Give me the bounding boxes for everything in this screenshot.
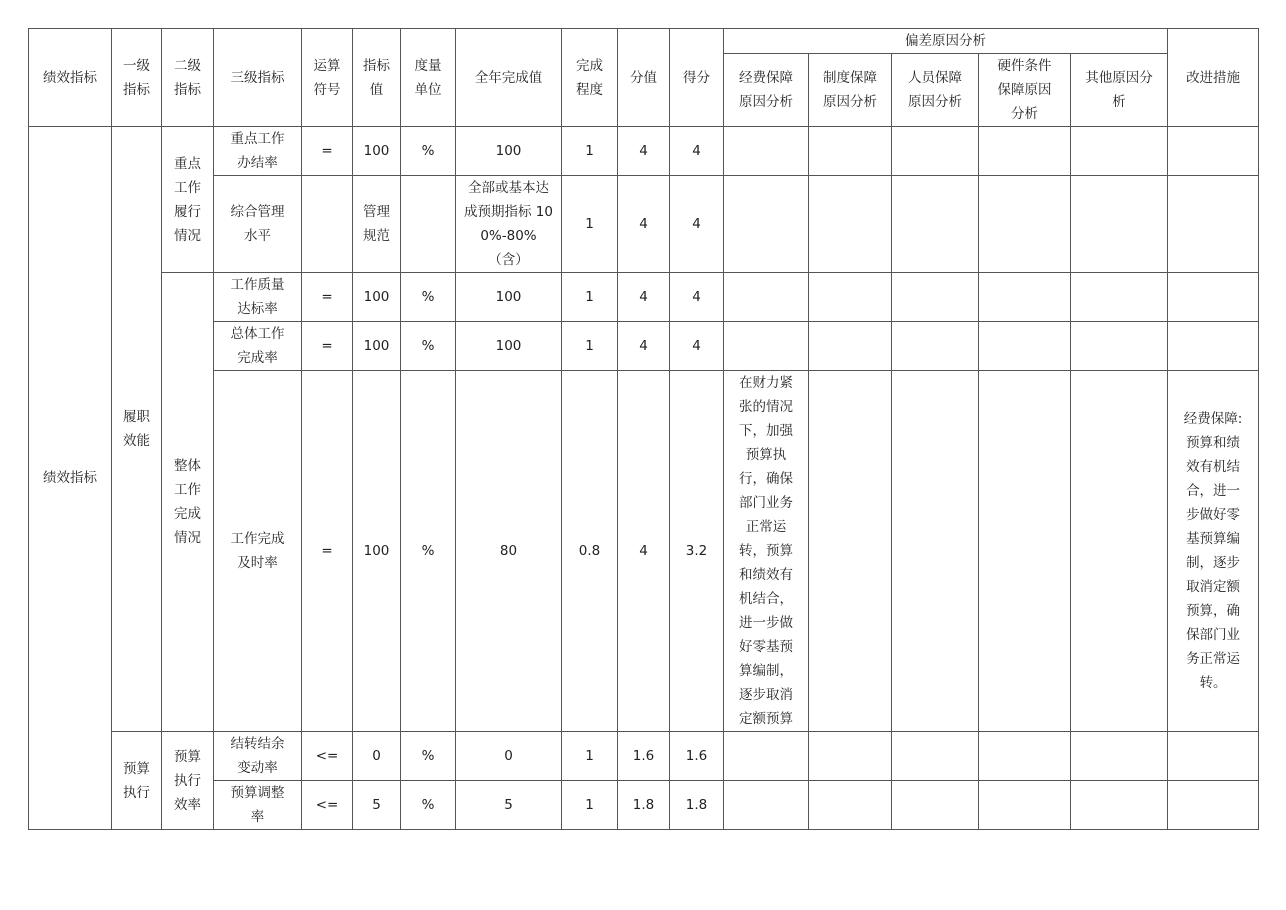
cell-level1-b: 预算 执行 bbox=[112, 732, 162, 830]
cell-dev-staff bbox=[892, 273, 979, 322]
cell-unit: % bbox=[401, 322, 456, 371]
cell-dev-system bbox=[809, 732, 892, 781]
cell-dev-hardware bbox=[979, 732, 1071, 781]
cell-op: = bbox=[302, 273, 353, 322]
cell-dev-hardware bbox=[979, 322, 1071, 371]
cell-improvement bbox=[1168, 176, 1259, 273]
cell-actual: 5 bbox=[456, 781, 562, 830]
cell-actual: 100 bbox=[456, 273, 562, 322]
cell-completion: 1 bbox=[562, 273, 618, 322]
table-row bbox=[29, 322, 1259, 371]
header-level2: 二级 指标 bbox=[162, 29, 214, 127]
cell-weight: 4 bbox=[618, 273, 670, 322]
table-row bbox=[29, 127, 1259, 176]
cell-completion: 1 bbox=[562, 127, 618, 176]
cell-level3: 工作质量 达标率 bbox=[214, 273, 302, 322]
cell-dev-funding bbox=[724, 322, 809, 371]
cell-dev-funding bbox=[724, 732, 809, 781]
header-perf-indicator: 绩效指标 bbox=[29, 29, 112, 127]
cell-dev-system bbox=[809, 176, 892, 273]
cell-score: 1.8 bbox=[670, 781, 724, 830]
header-level1: 一级 指标 bbox=[112, 29, 162, 127]
table-row bbox=[29, 781, 1259, 830]
cell-dev-system bbox=[809, 127, 892, 176]
cell-completion: 1 bbox=[562, 176, 618, 273]
cell-actual: 80 bbox=[456, 371, 562, 732]
cell-dev-staff bbox=[892, 176, 979, 273]
cell-perf-indicator: 绩效指标 bbox=[29, 127, 112, 830]
table-row bbox=[29, 371, 1259, 732]
cell-dev-other bbox=[1071, 732, 1168, 781]
header-actual-value: 全年完成值 bbox=[456, 29, 562, 127]
cell-level3: 总体工作 完成率 bbox=[214, 322, 302, 371]
cell-actual: 0 bbox=[456, 732, 562, 781]
header-score: 得分 bbox=[670, 29, 724, 127]
cell-target: 100 bbox=[353, 127, 401, 176]
cell-dev-staff bbox=[892, 781, 979, 830]
cell-dev-funding bbox=[724, 781, 809, 830]
cell-score: 4 bbox=[670, 322, 724, 371]
cell-dev-other bbox=[1071, 371, 1168, 732]
cell-dev-funding bbox=[724, 127, 809, 176]
cell-level3: 结转结余 变动率 bbox=[214, 732, 302, 781]
cell-dev-staff bbox=[892, 127, 979, 176]
cell-op: = bbox=[302, 371, 353, 732]
cell-level1-a: 履职 效能 bbox=[112, 127, 162, 732]
cell-score: 3.2 bbox=[670, 371, 724, 732]
cell-unit: % bbox=[401, 127, 456, 176]
table-row bbox=[29, 732, 1259, 781]
cell-level3: 综合管理 水平 bbox=[214, 176, 302, 273]
cell-dev-hardware bbox=[979, 273, 1071, 322]
header-target-value: 指标 值 bbox=[353, 29, 401, 127]
cell-dev-staff bbox=[892, 322, 979, 371]
cell-improvement bbox=[1168, 273, 1259, 322]
cell-completion: 1 bbox=[562, 781, 618, 830]
cell-op bbox=[302, 176, 353, 273]
cell-score: 4 bbox=[670, 273, 724, 322]
cell-weight: 1.8 bbox=[618, 781, 670, 830]
cell-weight: 4 bbox=[618, 127, 670, 176]
cell-target: 0 bbox=[353, 732, 401, 781]
cell-target: 100 bbox=[353, 273, 401, 322]
header-dev-other: 其他原因分 析 bbox=[1071, 54, 1168, 127]
table-row bbox=[29, 273, 1259, 322]
cell-unit bbox=[401, 176, 456, 273]
cell-weight: 4 bbox=[618, 322, 670, 371]
cell-level3: 工作完成 及时率 bbox=[214, 371, 302, 732]
cell-dev-funding bbox=[724, 273, 809, 322]
cell-level3: 预算调整 率 bbox=[214, 781, 302, 830]
cell-dev-other bbox=[1071, 127, 1168, 176]
cell-weight: 1.6 bbox=[618, 732, 670, 781]
header-level3: 三级指标 bbox=[214, 29, 302, 127]
cell-dev-hardware bbox=[979, 371, 1071, 732]
cell-dev-system bbox=[809, 273, 892, 322]
cell-dev-staff bbox=[892, 371, 979, 732]
cell-improvement bbox=[1168, 781, 1259, 830]
cell-dev-system bbox=[809, 322, 892, 371]
header-operator: 运算 符号 bbox=[302, 29, 353, 127]
cell-level3: 重点工作 办结率 bbox=[214, 127, 302, 176]
cell-completion: 0.8 bbox=[562, 371, 618, 732]
cell-dev-hardware bbox=[979, 176, 1071, 273]
cell-dev-system bbox=[809, 781, 892, 830]
cell-dev-staff bbox=[892, 732, 979, 781]
cell-level2-b: 整体 工作 完成 情况 bbox=[162, 273, 214, 732]
cell-target: 5 bbox=[353, 781, 401, 830]
header-deviation: 偏差原因分析 bbox=[724, 29, 1168, 54]
cell-op: <= bbox=[302, 781, 353, 830]
cell-dev-other bbox=[1071, 781, 1168, 830]
cell-weight: 4 bbox=[618, 176, 670, 273]
cell-weight: 4 bbox=[618, 371, 670, 732]
cell-dev-system bbox=[809, 371, 892, 732]
cell-score: 1.6 bbox=[670, 732, 724, 781]
header-dev-funding: 经费保障 原因分析 bbox=[724, 54, 809, 127]
cell-score: 4 bbox=[670, 176, 724, 273]
cell-completion: 1 bbox=[562, 732, 618, 781]
cell-improvement bbox=[1168, 322, 1259, 371]
cell-actual: 全部或基本达成预期指标 100%-80%（含） bbox=[456, 176, 562, 273]
header-dev-hardware: 硬件条件 保障原因 分析 bbox=[979, 54, 1071, 127]
cell-unit: % bbox=[401, 371, 456, 732]
cell-target: 100 bbox=[353, 371, 401, 732]
cell-level2-c: 预算 执行 效率 bbox=[162, 732, 214, 830]
cell-score: 4 bbox=[670, 127, 724, 176]
cell-dev-other bbox=[1071, 322, 1168, 371]
cell-level2-a: 重点 工作 履行 情况 bbox=[162, 127, 214, 273]
performance-table bbox=[28, 28, 1259, 830]
cell-unit: % bbox=[401, 781, 456, 830]
cell-op: <= bbox=[302, 732, 353, 781]
header-unit: 度量 单位 bbox=[401, 29, 456, 127]
cell-op: = bbox=[302, 322, 353, 371]
table-row bbox=[29, 176, 1259, 273]
cell-target: 管理 规范 bbox=[353, 176, 401, 273]
cell-dev-funding bbox=[724, 176, 809, 273]
cell-actual: 100 bbox=[456, 322, 562, 371]
cell-dev-other bbox=[1071, 273, 1168, 322]
cell-improvement bbox=[1168, 732, 1259, 781]
header-dev-system: 制度保障 原因分析 bbox=[809, 54, 892, 127]
header-dev-staff: 人员保障 原因分析 bbox=[892, 54, 979, 127]
header-improvement: 改进措施 bbox=[1168, 29, 1259, 127]
cell-unit: % bbox=[401, 273, 456, 322]
cell-completion: 1 bbox=[562, 322, 618, 371]
cell-dev-other bbox=[1071, 176, 1168, 273]
cell-improvement bbox=[1168, 127, 1259, 176]
cell-unit: % bbox=[401, 732, 456, 781]
header-completion: 完成 程度 bbox=[562, 29, 618, 127]
cell-dev-funding: 在财力紧张的情况下，加强预算执行，确保部门业务正常运转，预算和绩效有机结合，进一步做好零基预算编制，逐步取消定额预算 bbox=[724, 371, 809, 732]
cell-op: = bbox=[302, 127, 353, 176]
header-score-weight: 分值 bbox=[618, 29, 670, 127]
cell-improvement: 经费保障:预算和绩效有机结合，进一步做好零基预算编制，逐步取消定额预算，确保部门业务正常运转。 bbox=[1168, 371, 1259, 732]
cell-actual: 100 bbox=[456, 127, 562, 176]
cell-dev-hardware bbox=[979, 781, 1071, 830]
cell-target: 100 bbox=[353, 322, 401, 371]
cell-dev-hardware bbox=[979, 127, 1071, 176]
